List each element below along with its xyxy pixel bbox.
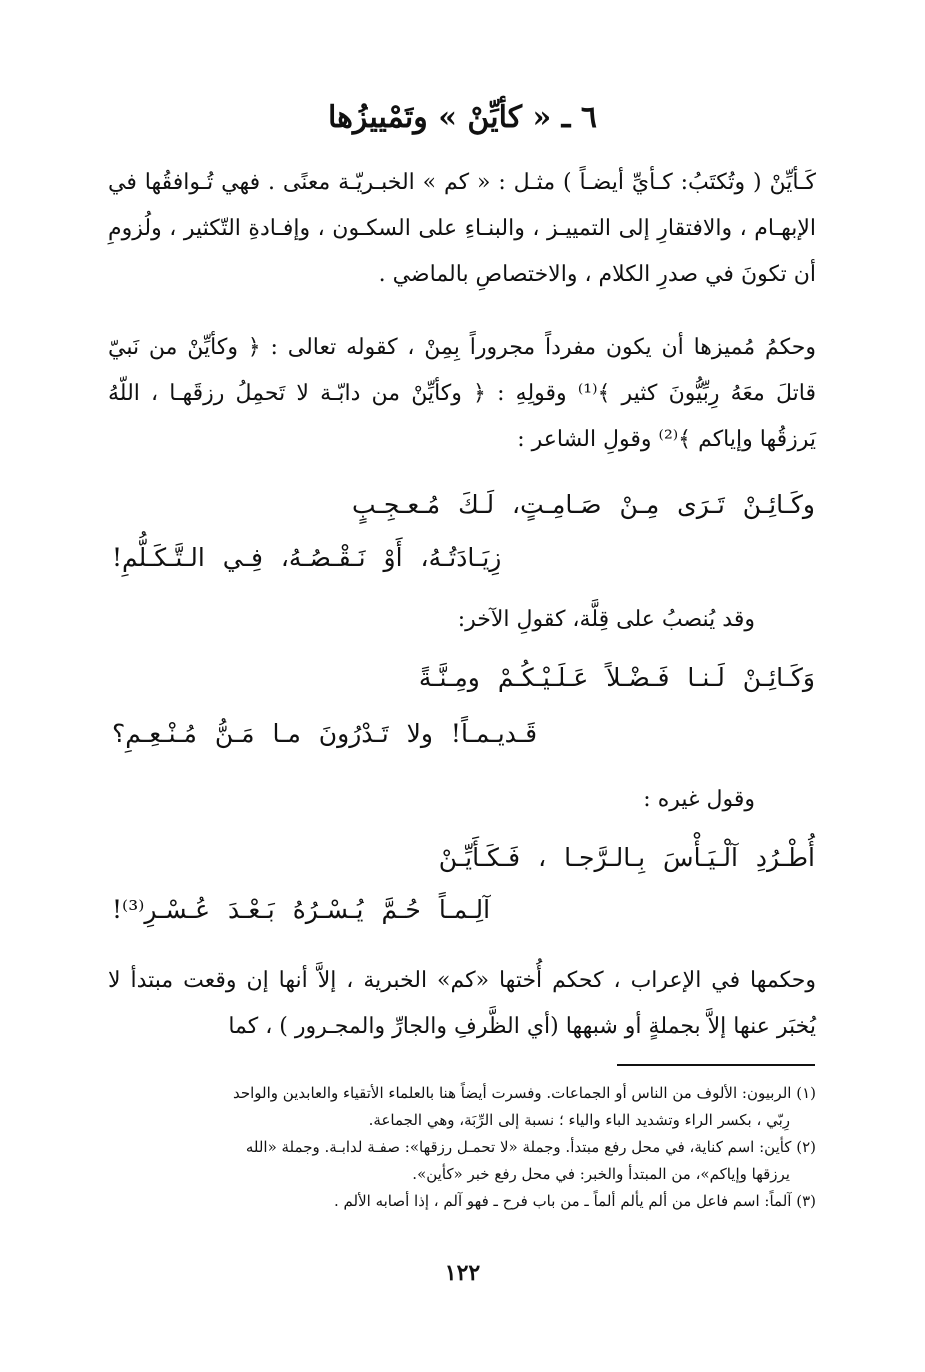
footnote-3: (٣) آلماً: اسم فاعل من ألم يألم ألماً ـ من باب فرح ـ فهو آلم ، إذا أصابه الألم . xyxy=(333,1192,816,1210)
page-number: ١٢٢ xyxy=(444,1260,481,1286)
footnote-2-line-2: يرزقها وإياكم»، من المبتدأ والخبر: في محل رفع خبر «كأين». xyxy=(412,1165,790,1183)
verse-3-second-hemistich: آلِـمـاً حُـمَّ يُـسْـرُهُ بَـعْـدَ عُـسْـرِ⁽³⁾! xyxy=(112,895,491,924)
footnotes xyxy=(108,1080,816,1215)
footnote-separator xyxy=(617,1064,815,1066)
verse-2-second-hemistich: قَـديـمـاً! ولا تَـدْرُونَ مـا مَـنُّ مُـنْـعِـمِ؟ xyxy=(112,719,538,748)
verse-1-second-hemistich: زِيَـادَتُـهُ، أَوْ نَـقْـصُـهُ، فِـي الـتَّـكَـلُّمِ! xyxy=(112,543,502,572)
footnote-1-line-1: (١) الربيون: الألوف من الناس أو الجماعات. وفسرت أيضاً هنا بالعلماء الأتقياء والعابدين والواحد xyxy=(232,1084,816,1102)
paragraph-syntax: وحكمها في الإعراب ، كحكم أُختها «كم» الخبرية ، إلاَّ أنها إن وقعت مبتدأ لا يُخبَر عنها إلاَّ بجملةٍ أو شبهها (أي الظَّرفِ والجارِّ والمجـرور ) ، كما xyxy=(108,968,816,1039)
verse-2-first-hemistich: وَكَـائِـنْ لَـنـا فَـضْـلاً عَـلَـيْـكُـمْ ومِـنَّـةً xyxy=(418,663,815,692)
footnote-1-line-2: رِبّي ، بكسر الراء وتشديد الباء والياء ؛ نسبة إلى الرِّبَة، وهي الجماعة. xyxy=(368,1111,790,1129)
section-title: ٦ ـ « كأيِّنْ » وتَمْييزُها xyxy=(327,100,598,135)
lead-sentence-3: وقول غيره : xyxy=(643,787,755,812)
verse-3-first-hemistich: أُطْـرُدِ آلْـيَـأْسَ بِـالـرَّجـا ، فَـكَـأَيِّـنْ xyxy=(438,843,815,872)
verse-1-first-hemistich: وكَـائِـنْ تَـرَى مِـنْ صَـامِـتٍ، لَـكَ مُـعـجِـبٍ xyxy=(352,490,815,519)
paragraph-intro: كَـأيِّنْ ( وتُكتَبُ: كـأيِّ أيضـاً ) مثـل : « كم » الخبـريّـة معنًى . فهي تُـوافقُها في الإبهـام ، والافتقارِ إلى التمييـز ، والبنـاءِ على السكـون ، وإفـادةِ التّكثير ، ولُزومِ أن تكونَ في صدرِ الكلام ، والاختصاصِ بالماضي . xyxy=(108,170,816,287)
lead-sentence-2: وقد يُنصبُ على قِلَّة، كقولِ الآخر: xyxy=(457,607,755,632)
paragraph-discriminant: وحكمُ مُميزها أن يكون مفرداً مجروراً بِمِنْ ، كقوله تعالى : ﴿ وكأيِّنْ من نَبيّ قاتلَ معَهُ رِبِّيُّونَ كثير ﴾⁽¹⁾ وقولِهِ : ﴿ وكأيِّنْ من دابّـة لا تَحمِلُ رزقَهـا ، اللّهُ يَرزقُها وإياكم ﴾⁽²⁾ وقولِ الشاعر : xyxy=(108,335,817,452)
footnote-2-line-1: (٢) كأين: اسم كناية، في محل رفع مبتدأ. وجملة «لا تحمـل رزقها»: صفـة لدابـة. وجملة «الله xyxy=(245,1138,816,1156)
